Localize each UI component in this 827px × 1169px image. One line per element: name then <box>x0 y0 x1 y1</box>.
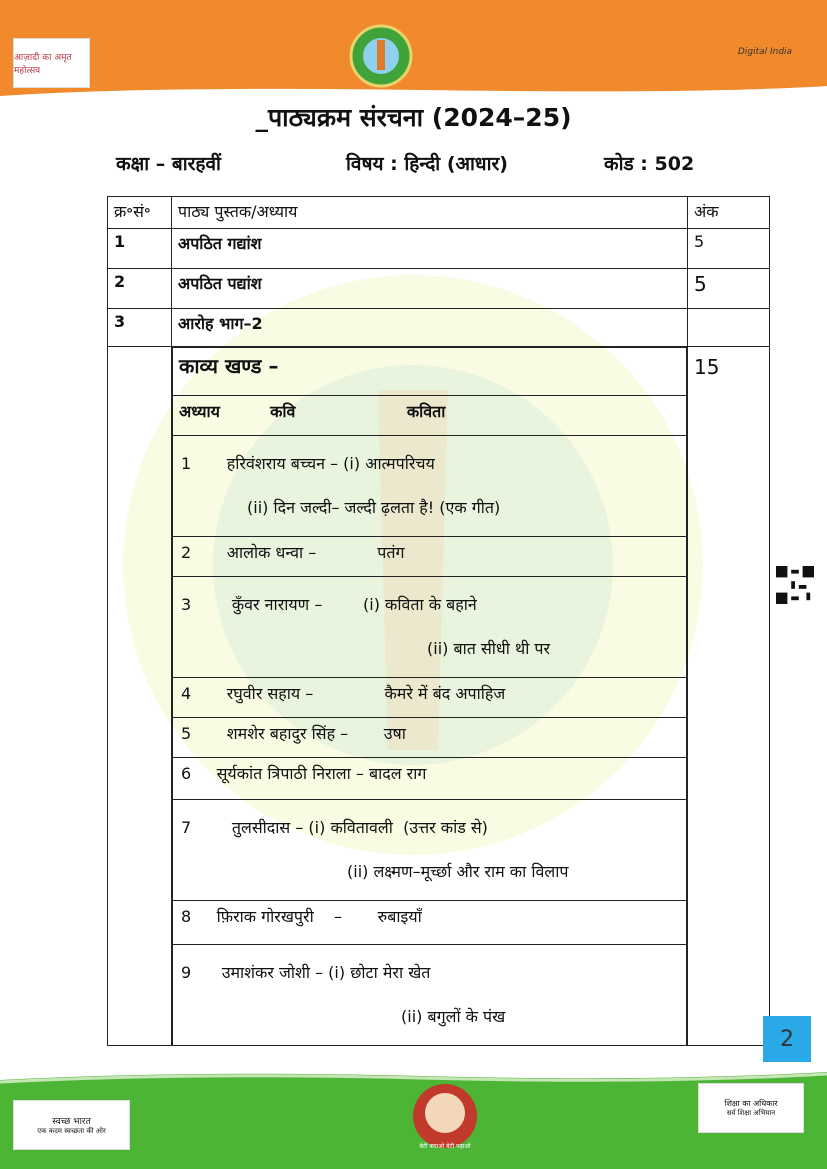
poem-row <box>173 436 687 537</box>
poem-cell <box>173 577 687 678</box>
row-sno: 2 <box>108 269 172 309</box>
poem-row <box>173 678 687 718</box>
poem-line1: 5 शमशेर बहादुर सिंह – उषा <box>173 718 687 758</box>
shiksha-adhikar-caption: सर्व शिक्षा अभियान <box>726 1109 776 1117</box>
poem-row <box>173 758 687 800</box>
header-marks: अंक <box>688 197 770 229</box>
poems-table <box>172 347 687 1045</box>
section-title: काव्य खण्ड – <box>173 348 687 396</box>
azadi-logo <box>13 38 90 88</box>
subject-label: विषय : हिन्दी (आधार) <box>346 153 508 175</box>
poem-cell <box>173 945 687 1046</box>
section-marks: 15 <box>688 347 770 1046</box>
inner-header-poet: कवि <box>270 402 296 421</box>
poem-line1: 2 आलोक धन्वा – पतंग <box>173 537 687 577</box>
poem-line2: (ii) दिन जल्दी– जल्दी ढ़लता है! (एक गीत) <box>247 498 501 517</box>
header-band <box>0 0 827 100</box>
poem-row <box>173 718 687 758</box>
inner-header-chapter: अध्याय <box>179 402 220 421</box>
inner-header-poem: कविता <box>406 402 446 421</box>
digital-india-logo <box>730 40 800 64</box>
poem-cell <box>173 800 687 901</box>
table-row <box>108 269 770 309</box>
inner-header <box>173 396 687 436</box>
poem-line1: 6 सूर्यकांत त्रिपाठी निराला – बादल राग <box>173 758 687 800</box>
section-title-row <box>173 348 687 396</box>
code-label: कोड : 502 <box>604 153 695 175</box>
row-book: आरोह भाग–2 <box>172 309 688 347</box>
digital-india-logo-text: Digital India <box>737 47 793 57</box>
kavya-khand-cell <box>172 347 688 1046</box>
azadi-logo-text: आज़ादी का अमृत महोत्सव <box>14 53 72 76</box>
poem-row <box>173 901 687 945</box>
poem-cell <box>173 436 687 537</box>
swachh-bharat-caption: एक कदम स्वच्छता की ओर <box>37 1127 106 1135</box>
poem-line1: 1 हरिवंशराय बच्चन – (i) आत्मपरिचय <box>181 454 435 473</box>
poem-line2: (ii) लक्ष्मण–मूर्च्छा और राम का विलाप <box>347 862 569 881</box>
row-marks <box>688 309 770 347</box>
table-row <box>108 309 770 347</box>
poem-row <box>173 945 687 1046</box>
row-marks: 5 <box>688 269 770 309</box>
shiksha-adhikar-text: शिक्षा का अधिकार <box>724 1099 778 1108</box>
syllabus-table <box>107 196 770 1046</box>
page-number-badge: 2 <box>763 1016 811 1062</box>
row-sno: 3 <box>108 309 172 347</box>
page-title: _पाठ्यक्रम संरचना (2024–25) <box>255 103 572 132</box>
poem-row <box>173 577 687 678</box>
poem-row <box>173 537 687 577</box>
poem-row <box>173 800 687 901</box>
swachh-bharat-text: स्वच्छ भारत <box>52 1117 91 1127</box>
poem-line2: (ii) बगुलों के पंख <box>401 1007 506 1026</box>
swachh-bharat-logo <box>13 1100 130 1150</box>
shiksha-adhikar-logo <box>698 1083 804 1133</box>
poem-line1: 9 उमाशंकर जोशी – (i) छोटा मेरा खेत <box>181 963 431 982</box>
beti-bachao-logo <box>412 1142 478 1150</box>
poem-line1: 3 कुँवर नारायण – (i) कविता के बहाने <box>181 595 477 614</box>
qr-code-icon <box>776 566 814 604</box>
poem-line1: 4 रघुवीर सहाय – कैमरे में बंद अपाहिज <box>173 678 687 718</box>
class-label: कक्षा – बारहवीं <box>116 153 221 175</box>
kavya-khand-row <box>108 347 770 1046</box>
empty-cell <box>108 347 172 1046</box>
table-row <box>108 229 770 269</box>
poem-line1: 8 फ़िराक गोरखपुरी – रुबाइयाँ <box>173 901 687 945</box>
row-book: अपठित गद्यांश <box>172 229 688 269</box>
row-book: अपठित पद्यांश <box>172 269 688 309</box>
poem-line2: (ii) बात सीधी थी पर <box>427 639 551 658</box>
beti-bachao-text: बेटी बचाओ बेटी पढ़ाओ <box>419 1143 471 1150</box>
header-sno: क्र॰सं॰ <box>108 197 172 229</box>
poem-line1: 7 तुलसीदास – (i) कवितावली (उत्तर कांड से) <box>181 818 488 837</box>
header-book: पाठ्य पुस्तक/अध्याय <box>172 197 688 229</box>
inner-header-row <box>173 396 687 436</box>
table-header-row <box>108 197 770 229</box>
row-marks: 5 <box>688 229 770 269</box>
row-sno: 1 <box>108 229 172 269</box>
